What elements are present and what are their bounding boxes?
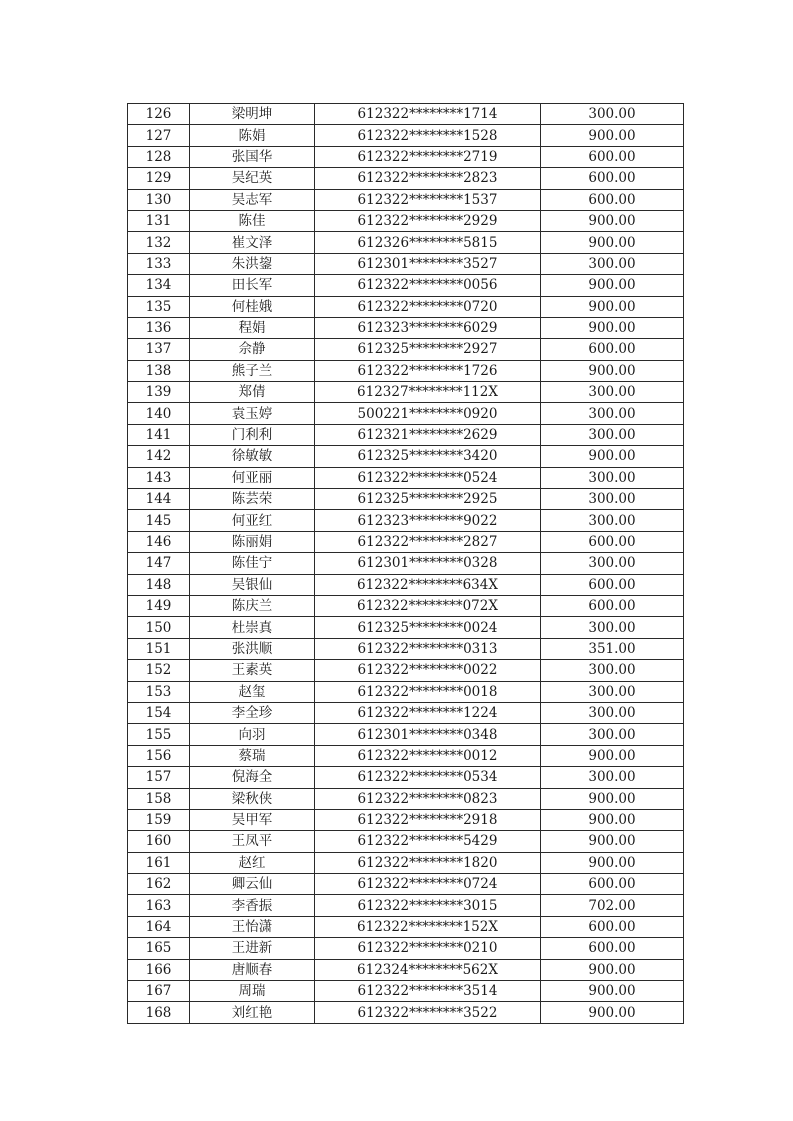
amount-cell: 900.00 bbox=[541, 959, 684, 980]
row-number-cell: 132 bbox=[128, 232, 190, 253]
table-row bbox=[128, 916, 684, 937]
recipient-table bbox=[127, 103, 684, 1024]
table-row bbox=[128, 275, 684, 296]
name-cell: 何桂娥 bbox=[190, 296, 315, 317]
table-row bbox=[128, 938, 684, 959]
row-number-cell: 154 bbox=[128, 702, 190, 723]
name-cell: 杜崇真 bbox=[190, 617, 315, 638]
row-number-cell: 158 bbox=[128, 788, 190, 809]
amount-cell: 300.00 bbox=[541, 467, 684, 488]
id-number-cell: 612322********1714 bbox=[315, 104, 541, 125]
name-cell: 倪海全 bbox=[190, 767, 315, 788]
amount-cell: 900.00 bbox=[541, 275, 684, 296]
amount-cell: 900.00 bbox=[541, 446, 684, 467]
name-cell: 赵玺 bbox=[190, 681, 315, 702]
amount-cell: 300.00 bbox=[541, 403, 684, 424]
table-row bbox=[128, 403, 684, 424]
table-row bbox=[128, 382, 684, 403]
row-number-cell: 166 bbox=[128, 959, 190, 980]
table-row bbox=[128, 895, 684, 916]
row-number-cell: 136 bbox=[128, 317, 190, 338]
table-row bbox=[128, 553, 684, 574]
row-number-cell: 127 bbox=[128, 125, 190, 146]
id-number-cell: 612321********2629 bbox=[315, 424, 541, 445]
table-row bbox=[128, 531, 684, 552]
row-number-cell: 129 bbox=[128, 168, 190, 189]
id-number-cell: 612301********0348 bbox=[315, 724, 541, 745]
id-number-cell: 612322********1726 bbox=[315, 360, 541, 381]
name-cell: 何亚红 bbox=[190, 510, 315, 531]
row-number-cell: 133 bbox=[128, 253, 190, 274]
table-row bbox=[128, 446, 684, 467]
amount-cell: 300.00 bbox=[541, 510, 684, 531]
table-row bbox=[128, 125, 684, 146]
id-number-cell: 612322********3015 bbox=[315, 895, 541, 916]
name-cell: 卿云仙 bbox=[190, 874, 315, 895]
id-number-cell: 612322********1528 bbox=[315, 125, 541, 146]
row-number-cell: 159 bbox=[128, 809, 190, 830]
table-row bbox=[128, 767, 684, 788]
amount-cell: 900.00 bbox=[541, 1002, 684, 1023]
id-number-cell: 612326********5815 bbox=[315, 232, 541, 253]
id-number-cell: 612323********6029 bbox=[315, 317, 541, 338]
amount-cell: 600.00 bbox=[541, 146, 684, 167]
table-row bbox=[128, 981, 684, 1002]
row-number-cell: 161 bbox=[128, 852, 190, 873]
amount-cell: 900.00 bbox=[541, 745, 684, 766]
name-cell: 徐敏敏 bbox=[190, 446, 315, 467]
amount-cell: 600.00 bbox=[541, 339, 684, 360]
id-number-cell: 612322********2719 bbox=[315, 146, 541, 167]
id-number-cell: 612322********0823 bbox=[315, 788, 541, 809]
id-number-cell: 612322********0313 bbox=[315, 638, 541, 659]
row-number-cell: 143 bbox=[128, 467, 190, 488]
amount-cell: 300.00 bbox=[541, 424, 684, 445]
name-cell: 陈丽娟 bbox=[190, 531, 315, 552]
id-number-cell: 612322********0724 bbox=[315, 874, 541, 895]
table-row bbox=[128, 210, 684, 231]
id-number-cell: 612322********634X bbox=[315, 574, 541, 595]
amount-cell: 900.00 bbox=[541, 210, 684, 231]
id-number-cell: 612301********0328 bbox=[315, 553, 541, 574]
table-row bbox=[128, 360, 684, 381]
name-cell: 陈佳 bbox=[190, 210, 315, 231]
amount-cell: 600.00 bbox=[541, 531, 684, 552]
id-number-cell: 612322********3514 bbox=[315, 981, 541, 1002]
name-cell: 陈芸荣 bbox=[190, 489, 315, 510]
amount-cell: 900.00 bbox=[541, 852, 684, 873]
amount-cell: 900.00 bbox=[541, 125, 684, 146]
row-number-cell: 153 bbox=[128, 681, 190, 702]
table-row bbox=[128, 660, 684, 681]
table-row bbox=[128, 788, 684, 809]
name-cell: 刘红艳 bbox=[190, 1002, 315, 1023]
table-row bbox=[128, 232, 684, 253]
id-number-cell: 612322********1224 bbox=[315, 702, 541, 723]
id-number-cell: 612322********152X bbox=[315, 916, 541, 937]
row-number-cell: 140 bbox=[128, 403, 190, 424]
table-row bbox=[128, 681, 684, 702]
name-cell: 郑倩 bbox=[190, 382, 315, 403]
table-row bbox=[128, 831, 684, 852]
amount-cell: 900.00 bbox=[541, 232, 684, 253]
row-number-cell: 138 bbox=[128, 360, 190, 381]
name-cell: 李全珍 bbox=[190, 702, 315, 723]
row-number-cell: 144 bbox=[128, 489, 190, 510]
name-cell: 张洪顺 bbox=[190, 638, 315, 659]
name-cell: 周瑞 bbox=[190, 981, 315, 1002]
amount-cell: 900.00 bbox=[541, 981, 684, 1002]
amount-cell: 900.00 bbox=[541, 360, 684, 381]
row-number-cell: 152 bbox=[128, 660, 190, 681]
table-row bbox=[128, 253, 684, 274]
name-cell: 吴银仙 bbox=[190, 574, 315, 595]
name-cell: 王怡潇 bbox=[190, 916, 315, 937]
amount-cell: 300.00 bbox=[541, 253, 684, 274]
amount-cell: 600.00 bbox=[541, 595, 684, 616]
name-cell: 陈庆兰 bbox=[190, 595, 315, 616]
id-number-cell: 612322********3522 bbox=[315, 1002, 541, 1023]
table-row bbox=[128, 724, 684, 745]
name-cell: 袁玉婷 bbox=[190, 403, 315, 424]
table-row bbox=[128, 617, 684, 638]
row-number-cell: 126 bbox=[128, 104, 190, 125]
id-number-cell: 612322********0210 bbox=[315, 938, 541, 959]
table-row bbox=[128, 702, 684, 723]
name-cell: 门利利 bbox=[190, 424, 315, 445]
row-number-cell: 131 bbox=[128, 210, 190, 231]
name-cell: 朱洪鋆 bbox=[190, 253, 315, 274]
row-number-cell: 151 bbox=[128, 638, 190, 659]
row-number-cell: 160 bbox=[128, 831, 190, 852]
amount-cell: 300.00 bbox=[541, 617, 684, 638]
id-number-cell: 612322********2918 bbox=[315, 809, 541, 830]
name-cell: 吴纪英 bbox=[190, 168, 315, 189]
amount-cell: 300.00 bbox=[541, 382, 684, 403]
id-number-cell: 612322********1820 bbox=[315, 852, 541, 873]
amount-cell: 351.00 bbox=[541, 638, 684, 659]
amount-cell: 600.00 bbox=[541, 574, 684, 595]
amount-cell: 702.00 bbox=[541, 895, 684, 916]
amount-cell: 600.00 bbox=[541, 189, 684, 210]
amount-cell: 300.00 bbox=[541, 489, 684, 510]
row-number-cell: 156 bbox=[128, 745, 190, 766]
row-number-cell: 128 bbox=[128, 146, 190, 167]
table-row bbox=[128, 317, 684, 338]
amount-cell: 900.00 bbox=[541, 296, 684, 317]
table-row bbox=[128, 168, 684, 189]
name-cell: 王进新 bbox=[190, 938, 315, 959]
row-number-cell: 149 bbox=[128, 595, 190, 616]
name-cell: 王素英 bbox=[190, 660, 315, 681]
row-number-cell: 157 bbox=[128, 767, 190, 788]
row-number-cell: 155 bbox=[128, 724, 190, 745]
amount-cell: 600.00 bbox=[541, 874, 684, 895]
table-row bbox=[128, 467, 684, 488]
row-number-cell: 164 bbox=[128, 916, 190, 937]
id-number-cell: 612325********2927 bbox=[315, 339, 541, 360]
amount-cell: 300.00 bbox=[541, 553, 684, 574]
id-number-cell: 612322********0524 bbox=[315, 467, 541, 488]
table-row bbox=[128, 424, 684, 445]
table-row bbox=[128, 595, 684, 616]
id-number-cell: 612322********2929 bbox=[315, 210, 541, 231]
recipient-table-body bbox=[128, 104, 684, 1024]
id-number-cell: 612322********1537 bbox=[315, 189, 541, 210]
table-row bbox=[128, 874, 684, 895]
name-cell: 张国华 bbox=[190, 146, 315, 167]
name-cell: 赵红 bbox=[190, 852, 315, 873]
id-number-cell: 612323********9022 bbox=[315, 510, 541, 531]
name-cell: 崔文泽 bbox=[190, 232, 315, 253]
id-number-cell: 612322********2823 bbox=[315, 168, 541, 189]
id-number-cell: 612301********3527 bbox=[315, 253, 541, 274]
table-row bbox=[128, 574, 684, 595]
table-row bbox=[128, 296, 684, 317]
row-number-cell: 148 bbox=[128, 574, 190, 595]
table-row bbox=[128, 510, 684, 531]
row-number-cell: 167 bbox=[128, 981, 190, 1002]
amount-cell: 600.00 bbox=[541, 938, 684, 959]
name-cell: 蔡瑞 bbox=[190, 745, 315, 766]
name-cell: 田长军 bbox=[190, 275, 315, 296]
id-number-cell: 612322********0018 bbox=[315, 681, 541, 702]
row-number-cell: 141 bbox=[128, 424, 190, 445]
amount-cell: 900.00 bbox=[541, 831, 684, 852]
table-row bbox=[128, 189, 684, 210]
name-cell: 吴甲军 bbox=[190, 809, 315, 830]
table-row bbox=[128, 745, 684, 766]
name-cell: 梁秋侠 bbox=[190, 788, 315, 809]
name-cell: 梁明坤 bbox=[190, 104, 315, 125]
amount-cell: 300.00 bbox=[541, 724, 684, 745]
id-number-cell: 612327********112X bbox=[315, 382, 541, 403]
id-number-cell: 612325********2925 bbox=[315, 489, 541, 510]
amount-cell: 900.00 bbox=[541, 317, 684, 338]
row-number-cell: 142 bbox=[128, 446, 190, 467]
id-number-cell: 612322********2827 bbox=[315, 531, 541, 552]
table-row bbox=[128, 146, 684, 167]
name-cell: 李香振 bbox=[190, 895, 315, 916]
amount-cell: 300.00 bbox=[541, 660, 684, 681]
row-number-cell: 135 bbox=[128, 296, 190, 317]
name-cell: 王凤平 bbox=[190, 831, 315, 852]
id-number-cell: 612322********072X bbox=[315, 595, 541, 616]
id-number-cell: 612324********562X bbox=[315, 959, 541, 980]
name-cell: 向羽 bbox=[190, 724, 315, 745]
row-number-cell: 165 bbox=[128, 938, 190, 959]
name-cell: 唐顺春 bbox=[190, 959, 315, 980]
amount-cell: 900.00 bbox=[541, 788, 684, 809]
name-cell: 程娟 bbox=[190, 317, 315, 338]
amount-cell: 300.00 bbox=[541, 767, 684, 788]
table-row bbox=[128, 638, 684, 659]
id-number-cell: 612325********0024 bbox=[315, 617, 541, 638]
table-row bbox=[128, 104, 684, 125]
table-row bbox=[128, 1002, 684, 1023]
amount-cell: 300.00 bbox=[541, 702, 684, 723]
name-cell: 陈娟 bbox=[190, 125, 315, 146]
name-cell: 熊子兰 bbox=[190, 360, 315, 381]
id-number-cell: 612322********0534 bbox=[315, 767, 541, 788]
name-cell: 何亚丽 bbox=[190, 467, 315, 488]
name-cell: 吴志军 bbox=[190, 189, 315, 210]
table-row bbox=[128, 489, 684, 510]
row-number-cell: 146 bbox=[128, 531, 190, 552]
table-row bbox=[128, 852, 684, 873]
table-row bbox=[128, 339, 684, 360]
table-row bbox=[128, 809, 684, 830]
row-number-cell: 162 bbox=[128, 874, 190, 895]
name-cell: 佘静 bbox=[190, 339, 315, 360]
id-number-cell: 612322********5429 bbox=[315, 831, 541, 852]
id-number-cell: 612322********0056 bbox=[315, 275, 541, 296]
amount-cell: 600.00 bbox=[541, 916, 684, 937]
table-row bbox=[128, 959, 684, 980]
name-cell: 陈佳宁 bbox=[190, 553, 315, 574]
id-number-cell: 612322********0012 bbox=[315, 745, 541, 766]
row-number-cell: 145 bbox=[128, 510, 190, 531]
id-number-cell: 612322********0022 bbox=[315, 660, 541, 681]
row-number-cell: 147 bbox=[128, 553, 190, 574]
row-number-cell: 137 bbox=[128, 339, 190, 360]
amount-cell: 600.00 bbox=[541, 168, 684, 189]
row-number-cell: 139 bbox=[128, 382, 190, 403]
amount-cell: 300.00 bbox=[541, 681, 684, 702]
row-number-cell: 134 bbox=[128, 275, 190, 296]
row-number-cell: 130 bbox=[128, 189, 190, 210]
row-number-cell: 150 bbox=[128, 617, 190, 638]
row-number-cell: 168 bbox=[128, 1002, 190, 1023]
id-number-cell: 612322********0720 bbox=[315, 296, 541, 317]
id-number-cell: 612325********3420 bbox=[315, 446, 541, 467]
id-number-cell: 500221********0920 bbox=[315, 403, 541, 424]
amount-cell: 900.00 bbox=[541, 809, 684, 830]
amount-cell: 300.00 bbox=[541, 104, 684, 125]
row-number-cell: 163 bbox=[128, 895, 190, 916]
